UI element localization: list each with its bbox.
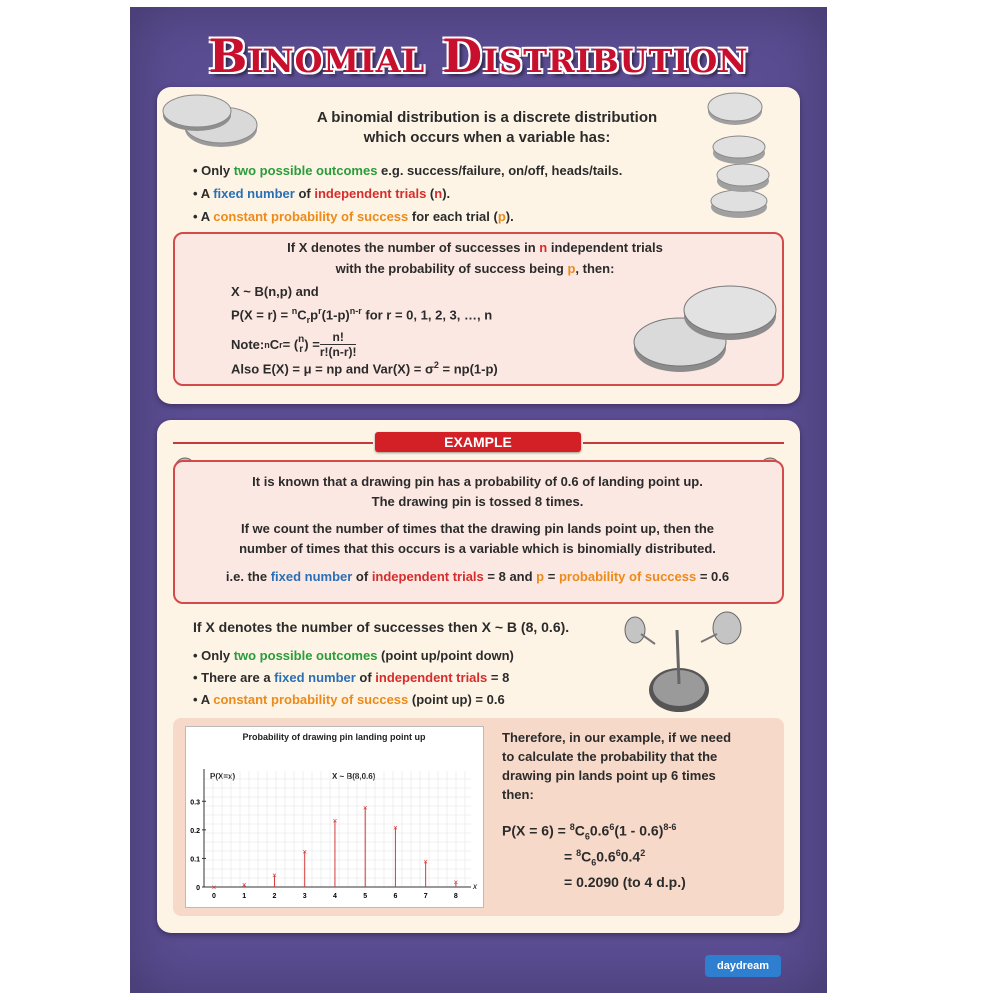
graph-section <box>173 718 784 916</box>
calc-line-1: $P(X = 6) = ^8C_60.6^6(1 - 0.6)^{8-6}$ <box>502 822 677 842</box>
formula-box <box>173 232 784 386</box>
example-bullet-2: • There are a fixed number of independent trials = 8 <box>193 670 509 685</box>
intro-bullet-2: • A fixed number of independent trials (n). <box>193 186 450 201</box>
chart-title: Probability of drawing pin landing point up <box>242 732 426 742</box>
x-tick-label: 7 <box>423 893 428 900</box>
x-tick-label: 6 <box>393 893 398 900</box>
coins-icon <box>161 93 261 153</box>
x-tick-label: 1 <box>242 893 247 900</box>
coins-icon <box>630 282 780 378</box>
y-tick-label: 0.3 <box>190 799 200 807</box>
data-point: × <box>423 857 428 867</box>
therefore-line: to calculate the probability that the <box>502 749 718 764</box>
definition-panel <box>157 87 800 404</box>
chart-marks <box>212 803 459 891</box>
example-header <box>173 432 784 452</box>
x-tick-label: 0 <box>212 893 216 900</box>
divider <box>173 442 373 444</box>
example-label: EXAMPLE <box>375 432 581 452</box>
y-tick-label: 0 <box>196 885 200 892</box>
x-axis-label: x <box>473 882 477 891</box>
formula-pmf: $P(X = r) = ^nC_rp^r(1-p)^{n-r}$ for r = 0, 1, 2, 3, …, n <box>231 306 493 325</box>
example-bullet-1: • Only two possible outcomes (point up/point down) <box>193 648 514 663</box>
therefore-line: drawing pin lands point up 6 times <box>502 768 716 783</box>
intro-line-2: which occurs when a variable has: <box>363 129 611 146</box>
chart-annotation: X ~ B(8,0.6) <box>332 772 376 781</box>
x-distribution-line: If X denotes the number of successes then X ~ B (8, 0.6). <box>193 619 570 635</box>
data-point: × <box>302 847 308 857</box>
data-point: × <box>272 871 277 881</box>
intro-bullet-3: • A constant probability of success for each trial (p). <box>193 209 514 224</box>
calc-line-2: = $^8C_60.6^60.4^2$ <box>564 848 646 868</box>
example-line-1: It is known that a drawing pin has a probability of 0.6 of landing point up. <box>252 474 703 489</box>
formula-expectation: Also E(X) = μ = np and $Var(X) = \sigma^2 = np(1-p)$ <box>231 360 498 377</box>
example-line-4: number of times that this occurs is a variable which is binomially distributed. <box>239 541 716 556</box>
chart-grid <box>204 771 471 887</box>
data-point: × <box>362 803 368 813</box>
example-line-3: If we count the number of times that the drawing pin lands point up, then the <box>240 521 715 536</box>
formula-intro-2: with the probability of success being p, then: <box>335 261 615 276</box>
example-panel <box>157 420 800 933</box>
formula-intro-1: If X denotes the number of successes in n independent trials <box>287 240 663 255</box>
therefore-line: then: <box>502 787 534 802</box>
data-point: × <box>241 880 247 890</box>
chart-ylabel: P(X=x) <box>210 772 236 781</box>
example-ie-line: i.e. the fixed number of independent trials = 8 and p = probability of success = 0.6 <box>225 569 730 584</box>
x-tick-label: 4 <box>332 893 337 900</box>
x-tick-label: 5 <box>363 893 368 900</box>
chart-axes <box>190 769 478 900</box>
divider <box>583 442 784 444</box>
data-point: × <box>332 816 338 826</box>
example-line-2: The drawing pin is tossed 8 times. <box>371 494 584 509</box>
chart-svg <box>186 727 483 907</box>
intro-bullet-1: • Only two possible outcomes e.g. success/failure, on/off, heads/tails. <box>193 163 622 178</box>
y-tick-label: 0.1 <box>190 856 200 864</box>
calc-line-3: = 0.2090 (to 4 d.p.) <box>564 874 686 890</box>
example-bullet-3: • A constant probability of success (point up) = 0.6 <box>193 692 505 707</box>
poster <box>130 7 827 993</box>
brand-logo: daydream <box>705 955 781 977</box>
y-tick-label: 0.2 <box>190 827 200 835</box>
x-tick-label: 3 <box>302 893 307 900</box>
chart <box>185 726 484 908</box>
data-point: × <box>453 878 459 888</box>
data-point: × <box>211 882 217 892</box>
formula-x-dist: X ~ B(n,p) and <box>231 284 319 299</box>
x-tick-label: 2 <box>272 893 277 900</box>
therefore-line: Therefore, in our example, if we need <box>502 730 732 745</box>
page-title: Binomial Distribution <box>208 29 749 83</box>
drawing-pins-icon <box>613 610 763 720</box>
intro-line-1: A binomial distribution is a discrete distribution <box>316 109 658 126</box>
therefore-text <box>502 728 731 804</box>
example-box <box>173 460 784 604</box>
x-tick-label: 8 <box>453 893 458 900</box>
formula-note: Note: n C r = ( n r ) = $\frac{n!}{r!(n-r)!}$ <box>231 330 357 359</box>
data-point: × <box>393 823 398 833</box>
